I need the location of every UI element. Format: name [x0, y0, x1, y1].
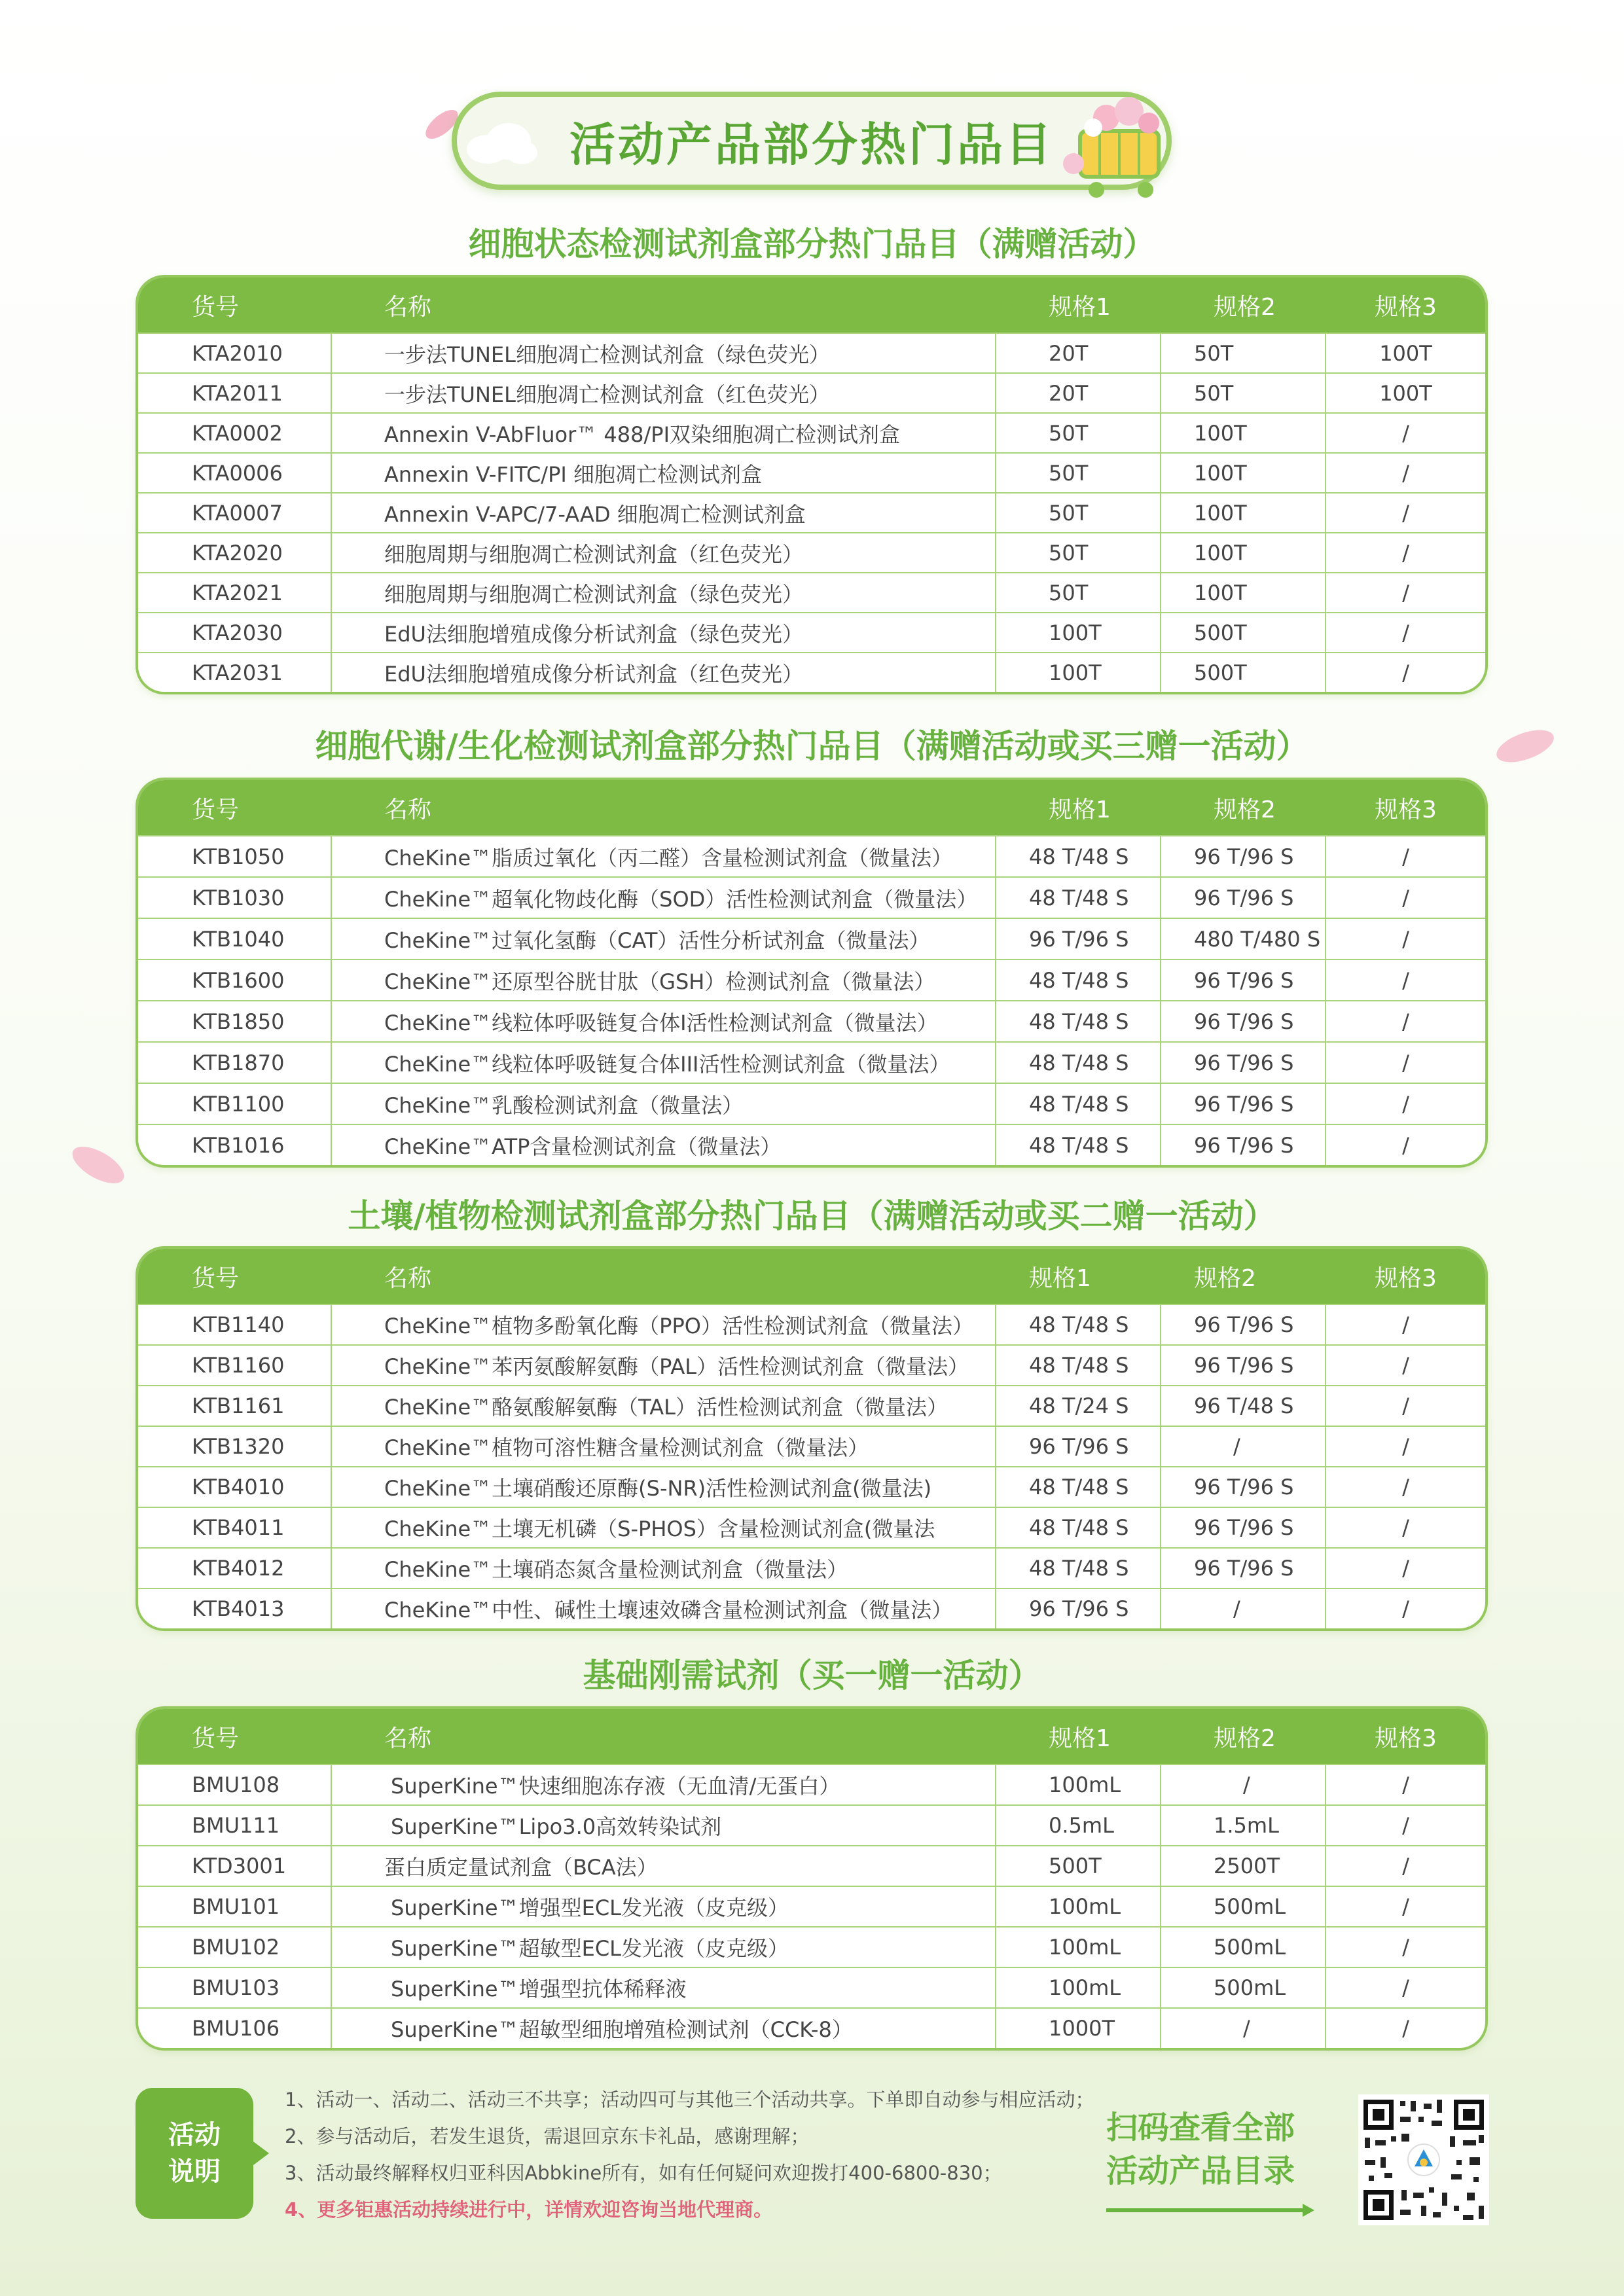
cell-spec1: 20T	[996, 334, 1161, 372]
header-name: 名称	[384, 1725, 432, 1752]
cell-code: KTB4011	[138, 1508, 332, 1547]
cell-code: BMU102	[138, 1928, 332, 1967]
cell-spec3: /	[1402, 1132, 1409, 1158]
cell-code: BMU106	[138, 2009, 332, 2048]
cell-spec2: 50T	[1161, 374, 1326, 412]
cell-spec2: 96 T/96 S	[1161, 1549, 1326, 1588]
cell-code: KTB1870	[138, 1043, 332, 1083]
table-row	[138, 1886, 1485, 1926]
cell-name: CheKine™超氧化物歧化酶（SOD）活性检测试剂盒（微量法）	[332, 878, 996, 918]
cell-spec2: 96 T/96 S	[1161, 960, 1326, 1000]
cloud-icon	[461, 117, 540, 169]
scan-line1: 扫码查看全部	[1106, 2109, 1295, 2146]
header-name: 名称	[384, 1265, 432, 1292]
cell-spec2: 500T	[1161, 653, 1326, 692]
cell-spec1: 48 T/48 S	[996, 1467, 1161, 1507]
table-row	[138, 1124, 1485, 1165]
cell-spec2: 100T	[1161, 533, 1326, 572]
cell-spec1: 100T	[996, 653, 1161, 692]
table-header	[138, 1709, 1485, 1764]
cell-code: KTB1100	[138, 1084, 332, 1124]
header-name: 名称	[384, 796, 432, 823]
cell-name: CheKine™线粒体呼吸链复合体I活性检测试剂盒（微量法）	[332, 1001, 996, 1041]
flower-basket-icon	[1054, 79, 1185, 203]
cell-spec2: 2500T	[1161, 1846, 1326, 1886]
product-table	[135, 1246, 1488, 1631]
cell-spec3: /	[1402, 620, 1409, 645]
arrow-right-icon	[1106, 2202, 1316, 2218]
header-spec1: 规格1	[1029, 1265, 1091, 1292]
table-row	[138, 959, 1485, 1000]
cell-code: KTA2011	[138, 374, 332, 412]
table-row	[138, 1466, 1485, 1507]
cell-spec2: 500mL	[1161, 1928, 1326, 1967]
cell-spec3: /	[1402, 420, 1409, 446]
cell-name: CheKine™还原型谷胱甘肽（GSH）检测试剂盒（微量法）	[332, 960, 996, 1000]
cell-code: KTB1161	[138, 1386, 332, 1426]
cell-spec1: 50T	[996, 573, 1161, 612]
note-item: 2、参与活动后，若发生退货，需退回京东卡礼品，感谢理解；	[285, 2125, 810, 2147]
cell-spec3: /	[1402, 1935, 1409, 1960]
cell-code: KTB1040	[138, 919, 332, 959]
cell-spec2: 96 T/48 S	[1161, 1386, 1326, 1426]
cell-spec1: 100mL	[996, 1765, 1161, 1804]
table-row	[138, 835, 1485, 876]
cell-spec1: 100mL	[996, 1928, 1161, 1967]
cell-spec3: /	[1402, 1854, 1409, 1878]
cell-name: SuperKine™增强型抗体稀释液	[332, 1968, 996, 2007]
cell-spec1: 50T	[996, 533, 1161, 572]
cell-name: 细胞周期与细胞凋亡检测试剂盒（红色荧光）	[332, 533, 996, 572]
section-title: 基础刚需试剂（买一赠一活动）	[583, 1657, 1041, 1695]
cell-spec2: /	[1161, 2009, 1326, 2048]
cell-spec2: 96 T/96 S	[1161, 1508, 1326, 1547]
cell-spec1: 50T	[996, 493, 1161, 532]
cell-name: SuperKine™超敏型ECL发光液（皮克级）	[332, 1928, 996, 1967]
cell-spec2: 96 T/96 S	[1161, 1043, 1326, 1083]
cell-spec2: 100T	[1161, 493, 1326, 532]
cell-spec3: /	[1402, 926, 1409, 952]
cell-code: KTA2021	[138, 573, 332, 612]
cell-spec3: /	[1402, 540, 1409, 565]
table-row	[138, 1041, 1485, 1083]
table-row	[138, 1967, 1485, 2007]
cell-spec3: /	[1402, 1009, 1409, 1034]
table-row	[138, 1547, 1485, 1588]
table-row	[138, 1926, 1485, 1967]
cell-name: SuperKine™增强型ECL发光液（皮克级）	[332, 1887, 996, 1926]
cell-spec3: /	[1402, 1894, 1409, 1919]
section-title: 细胞状态检测试剂盒部分热门品目（满赠活动）	[468, 225, 1156, 263]
cell-spec1: 500T	[996, 1846, 1161, 1886]
cell-spec2: 96 T/96 S	[1161, 1084, 1326, 1124]
cell-spec1: 96 T/96 S	[996, 919, 1161, 959]
cell-spec3: 100T	[1379, 340, 1432, 366]
section-title: 细胞代谢/生化检测试剂盒部分热门品目（满赠活动或买三赠一活动）	[315, 727, 1309, 765]
cell-spec3: /	[1402, 1596, 1409, 1621]
table-row	[138, 1000, 1485, 1041]
header-code: 货号	[192, 293, 240, 321]
cell-name: CheKine™中性、碱性土壤速效磷含量检测试剂盒（微量法）	[332, 1589, 996, 1628]
cell-spec2: 96 T/96 S	[1161, 1346, 1326, 1385]
cell-spec1: 0.5mL	[996, 1806, 1161, 1845]
cell-name: CheKine™ATP含量检测试剂盒（微量法）	[332, 1125, 996, 1165]
header-code: 货号	[192, 796, 240, 823]
cell-name: CheKine™土壤无机磷（S-PHOS）含量检测试剂盒(微量法	[332, 1508, 996, 1547]
product-table	[135, 275, 1488, 694]
cell-spec2: 96 T/96 S	[1161, 1001, 1326, 1041]
cell-code: KTB1320	[138, 1427, 332, 1466]
cell-code: KTD3001	[138, 1846, 332, 1886]
header-spec2: 规格2	[1214, 796, 1276, 823]
cell-spec3: /	[1402, 1772, 1409, 1797]
cell-code: KTA0006	[138, 454, 332, 492]
cell-spec1: 48 T/48 S	[996, 1084, 1161, 1124]
cell-spec3: /	[1402, 1353, 1409, 1378]
cell-spec1: 100mL	[996, 1968, 1161, 2007]
cell-spec1: 48 T/48 S	[996, 836, 1161, 876]
cell-name: Annexin V-APC/7-AAD 细胞凋亡检测试剂盒	[332, 493, 996, 532]
table-row	[138, 1845, 1485, 1886]
cell-spec3: /	[1402, 844, 1409, 869]
cell-spec3: /	[1402, 885, 1409, 910]
note-item-highlight: 4、更多钜惠活动持续进行中，详情欢迎咨询当地代理商。	[285, 2198, 773, 2221]
note-item: 1、活动一、活动二、活动三不共享；活动四可与其他三个活动共享。下单即自动参与相应活动；	[285, 2089, 1094, 2111]
cell-spec2: 96 T/96 S	[1161, 1467, 1326, 1507]
cell-spec2: 100T	[1161, 414, 1326, 452]
cell-code: BMU101	[138, 1887, 332, 1926]
cell-code: KTA2020	[138, 533, 332, 572]
table-row	[138, 572, 1485, 612]
header-spec3: 规格3	[1375, 1725, 1437, 1752]
cell-spec3: /	[1402, 1475, 1409, 1499]
cell-name: Annexin V-AbFluor™ 488/PI双染细胞凋亡检测试剂盒	[332, 414, 996, 452]
cell-spec2: 96 T/96 S	[1161, 836, 1326, 876]
table-row	[138, 332, 1485, 372]
cell-name: EdU法细胞增殖成像分析试剂盒（红色荧光）	[332, 653, 996, 692]
header-code: 货号	[192, 1725, 240, 1752]
cell-spec2: 50T	[1161, 334, 1326, 372]
cell-spec2: 1.5mL	[1161, 1806, 1326, 1845]
table-row	[138, 2007, 1485, 2048]
cell-spec3: /	[1402, 2016, 1409, 2041]
header-code: 货号	[192, 1265, 240, 1292]
header-spec2: 规格2	[1214, 293, 1276, 321]
cell-spec2: 96 T/96 S	[1161, 878, 1326, 918]
cell-name: EdU法细胞增殖成像分析试剂盒（绿色荧光）	[332, 613, 996, 652]
cell-code: KTB4013	[138, 1589, 332, 1628]
cell-code: KTB1160	[138, 1346, 332, 1385]
cell-code: BMU108	[138, 1765, 332, 1804]
cell-code: KTB1850	[138, 1001, 332, 1041]
header-spec1: 规格1	[1049, 1725, 1111, 1752]
cell-code: KTB1140	[138, 1305, 332, 1344]
cell-spec3: /	[1402, 1515, 1409, 1540]
table-row	[138, 1083, 1485, 1124]
cell-code: BMU103	[138, 1968, 332, 2007]
cell-spec1: 48 T/48 S	[996, 1549, 1161, 1588]
table-row	[138, 532, 1485, 572]
table-row	[138, 918, 1485, 959]
cell-spec3: /	[1402, 1434, 1409, 1459]
header-name: 名称	[384, 293, 432, 321]
cell-name: 一步法TUNEL细胞凋亡检测试剂盒（红色荧光）	[332, 374, 996, 412]
table-row	[138, 412, 1485, 452]
scan-line2: 活动产品目录	[1106, 2153, 1295, 2189]
cell-name: 一步法TUNEL细胞凋亡检测试剂盒（绿色荧光）	[332, 334, 996, 372]
table-row	[138, 1764, 1485, 1804]
table-header	[138, 780, 1485, 835]
cell-code: KTB1050	[138, 836, 332, 876]
cell-spec1: 48 T/48 S	[996, 1043, 1161, 1083]
table-row	[138, 492, 1485, 532]
table-row	[138, 876, 1485, 918]
cell-spec1: 1000T	[996, 2009, 1161, 2048]
badge-line2: 说明	[168, 2157, 221, 2187]
cell-name: CheKine™植物可溶性糖含量检测试剂盒（微量法）	[332, 1427, 996, 1466]
product-table	[135, 1706, 1488, 2051]
header-spec1: 规格1	[1049, 796, 1111, 823]
cell-spec3: /	[1402, 967, 1409, 993]
cell-spec2: 96 T/96 S	[1161, 1125, 1326, 1165]
scan-prompt	[1106, 2106, 1316, 2193]
cell-name: CheKine™过氧化氢酶（CAT）活性分析试剂盒（微量法）	[332, 919, 996, 959]
cell-name: Annexin V-FITC/PI 细胞凋亡检测试剂盒	[332, 454, 996, 492]
cell-spec1: 48 T/48 S	[996, 878, 1161, 918]
cell-spec3: /	[1402, 1091, 1409, 1117]
cell-spec3: /	[1402, 500, 1409, 526]
cell-name: SuperKine™快速细胞冻存液（无血清/无蛋白）	[332, 1765, 996, 1804]
cell-code: KTB4012	[138, 1549, 332, 1588]
table-row	[138, 372, 1485, 412]
cell-spec1: 100mL	[996, 1887, 1161, 1926]
header-spec2: 规格2	[1194, 1265, 1256, 1292]
cell-code: KTA2031	[138, 653, 332, 692]
table-row	[138, 1426, 1485, 1466]
cell-name: SuperKine™Lipo3.0高效转染试剂	[332, 1806, 996, 1845]
section-title: 土壤/植物检测试剂盒部分热门品目（满赠活动或买二赠一活动）	[348, 1197, 1276, 1235]
cell-spec1: 48 T/24 S	[996, 1386, 1161, 1426]
table-row	[138, 1385, 1485, 1426]
cell-spec1: 96 T/96 S	[996, 1427, 1161, 1466]
cell-name: CheKine™土壤硝酸还原酶(S-NR)活性检测试剂盒(微量法)	[332, 1467, 996, 1507]
cell-spec1: 96 T/96 S	[996, 1589, 1161, 1628]
cell-spec2: 500mL	[1161, 1887, 1326, 1926]
cell-spec3: /	[1402, 1975, 1409, 2000]
cell-spec2: /	[1161, 1589, 1326, 1628]
cell-spec1: 48 T/48 S	[996, 1125, 1161, 1165]
cell-code: KTA0007	[138, 493, 332, 532]
cell-spec2: 100T	[1161, 573, 1326, 612]
table-row	[138, 1588, 1485, 1628]
table-row	[138, 1804, 1485, 1845]
petal-decoration	[65, 1139, 131, 1191]
cell-spec3: /	[1402, 1312, 1409, 1337]
cell-spec2: /	[1161, 1427, 1326, 1466]
table-row	[138, 1507, 1485, 1547]
cell-spec3: /	[1402, 580, 1409, 605]
table-header	[138, 278, 1485, 332]
cell-spec3: /	[1402, 460, 1409, 486]
header-spec1: 规格1	[1049, 293, 1111, 321]
cell-code: KTA2030	[138, 613, 332, 652]
cell-spec1: 100T	[996, 613, 1161, 652]
cell-name: 细胞周期与细胞凋亡检测试剂盒（绿色荧光）	[332, 573, 996, 612]
cell-spec2: 100T	[1161, 454, 1326, 492]
cell-spec2: 480 T/480 S	[1161, 919, 1326, 959]
cell-code: KTB4010	[138, 1467, 332, 1507]
cell-name: CheKine™苯丙氨酸解氨酶（PAL）活性检测试剂盒（微量法）	[332, 1346, 996, 1385]
cell-spec3: /	[1402, 660, 1409, 685]
cell-spec1: 48 T/48 S	[996, 1305, 1161, 1344]
header-spec2: 规格2	[1214, 1725, 1276, 1752]
table-row	[138, 1304, 1485, 1344]
table-row	[138, 612, 1485, 652]
badge-line1: 活动	[168, 2120, 221, 2150]
note-item: 3、活动最终解释权归亚科因Abbkine所有，如有任何疑问欢迎拨打400-6800-830；	[285, 2162, 1002, 2184]
cell-code: KTA2010	[138, 334, 332, 372]
table-header	[138, 1249, 1485, 1304]
cell-spec3: 100T	[1379, 380, 1432, 406]
cell-code: KTA0002	[138, 414, 332, 452]
cell-spec1: 50T	[996, 414, 1161, 452]
cell-spec3: /	[1402, 1813, 1409, 1838]
cell-name: SuperKine™超敏型细胞增殖检测试剂（CCK-8）	[332, 2009, 996, 2048]
cell-code: KTB1030	[138, 878, 332, 918]
cell-name: CheKine™线粒体呼吸链复合体III活性检测试剂盒（微量法）	[332, 1043, 996, 1083]
activity-notes-badge	[135, 2088, 253, 2219]
cell-name: CheKine™植物多酚氧化酶（PPO）活性检测试剂盒（微量法）	[332, 1305, 996, 1344]
cell-spec1: 48 T/48 S	[996, 1346, 1161, 1385]
qr-code[interactable]	[1358, 2094, 1489, 2225]
cell-name: CheKine™土壤硝态氮含量检测试剂盒（微量法）	[332, 1549, 996, 1588]
cell-spec3: /	[1402, 1556, 1409, 1581]
activity-notes	[285, 2081, 1123, 2228]
header-spec3: 规格3	[1375, 796, 1437, 823]
cell-spec2: 500mL	[1161, 1968, 1326, 2007]
cell-spec1: 50T	[996, 454, 1161, 492]
cell-spec2: 500T	[1161, 613, 1326, 652]
cell-spec2: /	[1161, 1765, 1326, 1804]
cell-spec1: 48 T/48 S	[996, 960, 1161, 1000]
cell-spec1: 48 T/48 S	[996, 1508, 1161, 1547]
header-spec3: 规格3	[1375, 1265, 1437, 1292]
cell-code: BMU111	[138, 1806, 332, 1845]
table-row	[138, 452, 1485, 492]
cell-code: KTB1600	[138, 960, 332, 1000]
cell-spec2: 96 T/96 S	[1161, 1305, 1326, 1344]
cell-spec1: 20T	[996, 374, 1161, 412]
table-row	[138, 1344, 1485, 1385]
table-row	[138, 652, 1485, 692]
cell-code: KTB1016	[138, 1125, 332, 1165]
page-title: 活动产品部分热门品目	[569, 117, 1054, 171]
header-spec3: 规格3	[1375, 293, 1437, 321]
cell-spec1: 48 T/48 S	[996, 1001, 1161, 1041]
cell-spec3: /	[1402, 1393, 1409, 1418]
cell-name: 蛋白质定量试剂盒（BCA法）	[332, 1846, 996, 1886]
cell-name: CheKine™乳酸检测试剂盒（微量法）	[332, 1084, 996, 1124]
cell-spec3: /	[1402, 1050, 1409, 1075]
cell-name: CheKine™酪氨酸解氨酶（TAL）活性检测试剂盒（微量法）	[332, 1386, 996, 1426]
product-table	[135, 778, 1488, 1168]
cell-name: CheKine™脂质过氧化（丙二醛）含量检测试剂盒（微量法）	[332, 836, 996, 876]
